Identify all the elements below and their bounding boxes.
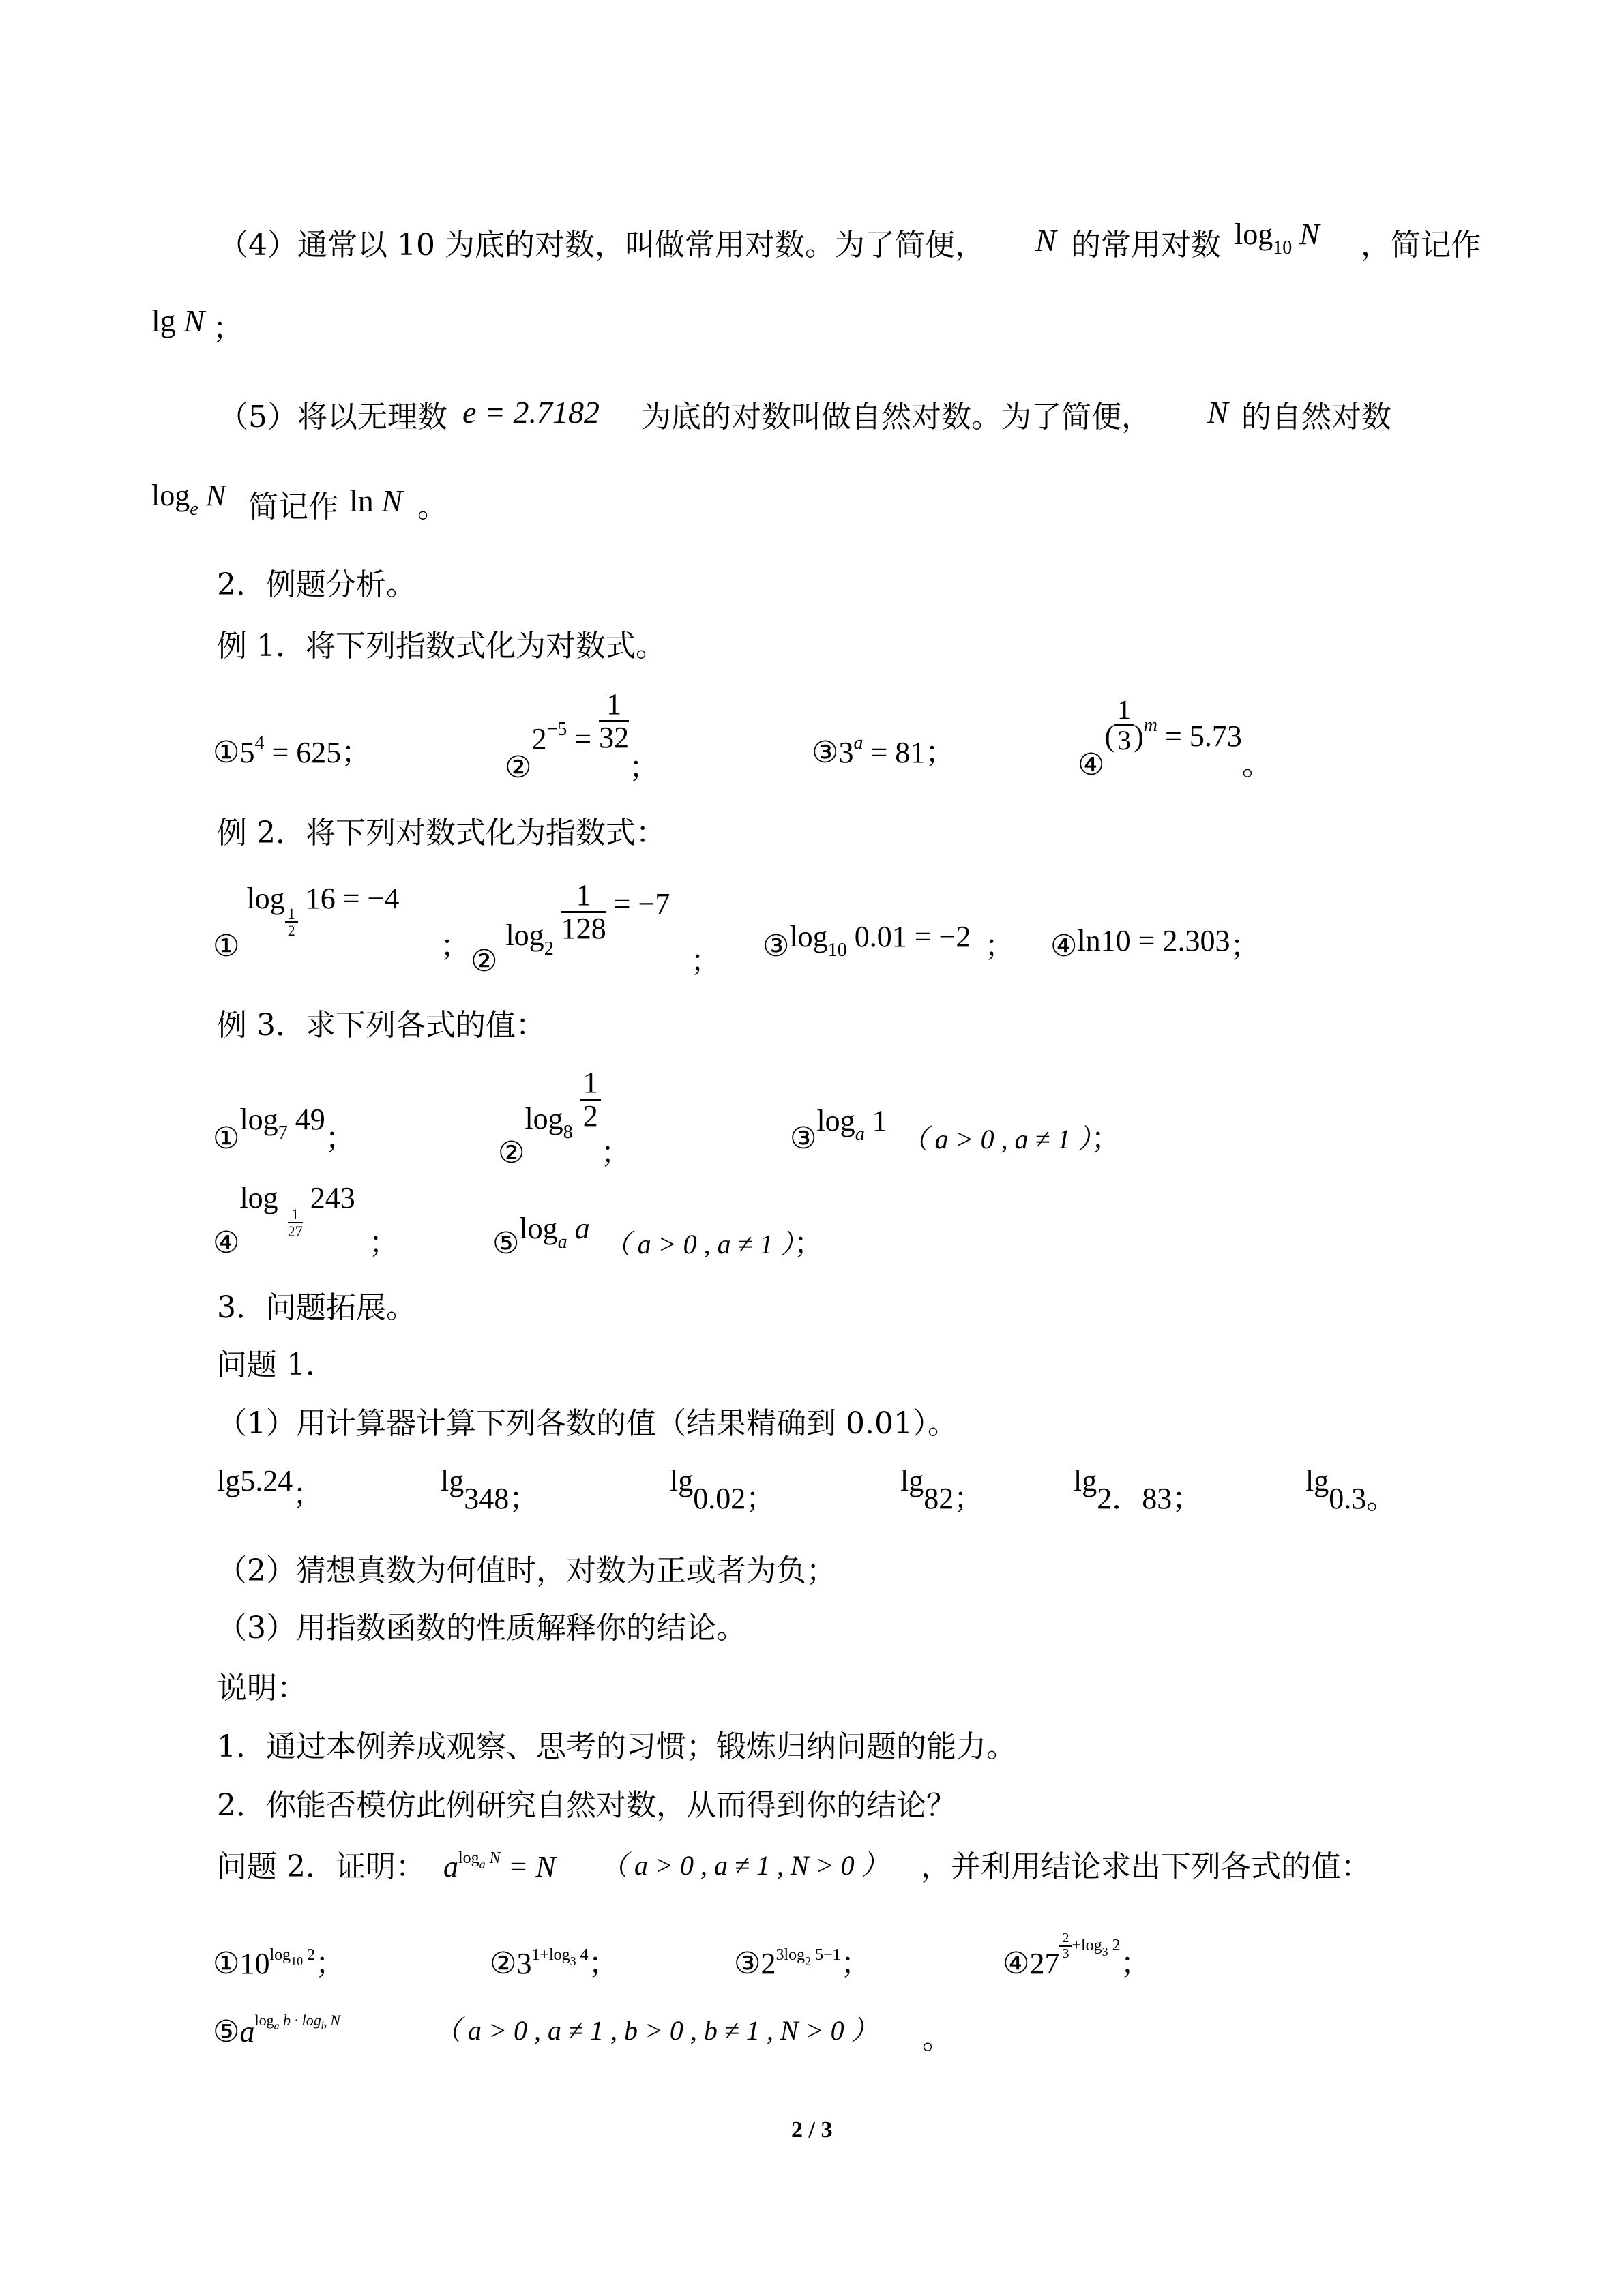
ex1-item-2: $②2_{-5}$ = $\frac{1}{32}$ ； xyxy=(505,687,660,784)
math-N: N xyxy=(1035,223,1057,258)
q2-item-5: $⑤a^{log_a b \cdot log_b N}$ xyxy=(213,2012,340,2048)
example-1-heading: 例 1．将下列指数式化为对数式。 xyxy=(217,629,666,664)
q2-item-4: ④27 $^{\frac{2}{3} +log_3 2}$； xyxy=(1003,1930,1151,1980)
ex1-item-1: $①5^4 = 625$； xyxy=(213,732,372,769)
math-N: N xyxy=(1207,395,1228,430)
lg-item-2: lg348； xyxy=(441,1464,540,1515)
question-2-text-cont: ，并利用结论求出下列各式的值： xyxy=(921,1849,1371,1884)
math-lgN: lg N xyxy=(151,303,205,338)
lg-item-4: lg82； xyxy=(900,1464,984,1515)
question-1-part-2: （2）猜想真数为何值时，对数为正或者为负； xyxy=(217,1553,836,1588)
text-natural-log-def: 为底的对数叫做自然对数。为了简便， xyxy=(641,400,1151,434)
math-identity: alog$_a$ N = N xyxy=(443,1849,556,1883)
lg-item-5: lg2．83； xyxy=(1074,1464,1202,1515)
text-line-5-natural-log: （5）将以无理数 xyxy=(218,400,447,434)
question-2-text: 问题 2．证明： xyxy=(217,1849,426,1884)
q2-item-3: $③2^{3log_2 5-1}$； xyxy=(734,1946,871,1980)
section-3-heading: 3．问题拓展。 xyxy=(217,1290,416,1325)
math-identity-condition: （ a > 0 , a ≠ 1 , N > 0 ） xyxy=(600,1850,889,1881)
question-1-heading: 问题 1． xyxy=(217,1347,336,1382)
ex1-item-3: $③3^a = 81$； xyxy=(812,732,956,769)
ex3-item-2: $②\log_8$ $\frac{1}{2}$ ； xyxy=(498,1066,631,1169)
ex2-item-3: $③\log_{10}$ 0.01 = −2 ； xyxy=(763,920,1015,963)
question-1-part-1: （1）用计算器计算下列各数的值（结果精确到 0.01）。 xyxy=(217,1406,958,1441)
note-item-2: 2．你能否模仿此例研究自然对数，从而得到你的结论？ xyxy=(217,1788,956,1823)
example-2-heading: 例 2．将下列对数式化为指数式： xyxy=(217,816,666,850)
example-3-heading: 例 3．求下列各式的值： xyxy=(217,1008,546,1043)
text-abbrev: ，简记作 xyxy=(1361,228,1481,263)
q2-item-2: $②3^{1+log_3 4}$； xyxy=(490,1946,619,1980)
ex2-item-2: $②\log_2$ $\frac{1}{128}$ = −7； xyxy=(471,878,721,978)
question-1-part-3: （3）用指数函数的性质解释你的结论。 xyxy=(217,1611,746,1645)
ex3-item-4: ④log $\frac{1}{27}$ 243； xyxy=(213,1181,399,1259)
ex1-item-4: ④( $\frac{1}{3}$ )m = 5.73。 xyxy=(1078,694,1272,781)
text-common-log-of: 的常用对数 xyxy=(1071,228,1221,263)
text-natural-log-of: 的自然对数 xyxy=(1241,400,1391,434)
page-number: 2 / 3 xyxy=(791,2117,833,2143)
section-2-heading: 2．例题分析。 xyxy=(217,567,416,602)
note-heading: 说明： xyxy=(217,1671,307,1705)
ex3-item-1: $①\log_7$ 49； xyxy=(213,1103,355,1155)
lg-item-6: lg0.3。 xyxy=(1305,1464,1397,1515)
text-semicolon: ； xyxy=(213,311,243,346)
text-period: 。 xyxy=(417,490,447,524)
text-abbrev-ln: 简记作 xyxy=(248,490,338,524)
math-logeN: $\log_e N$ xyxy=(151,479,226,520)
ex3-item-3: $③\log_a$ 1（ a > 0 , a ≠ 1 ）； xyxy=(790,1104,1121,1155)
math-e-value: e = 2.7182 xyxy=(462,395,600,430)
math-log10N: $\log_{10} N$ xyxy=(1235,218,1320,258)
lg-item-3: lg0.02； xyxy=(670,1464,776,1515)
lg-item-1: lg5.24； xyxy=(217,1464,323,1511)
math-lnN: ln N xyxy=(349,483,402,518)
note-item-1: 1．通过本例养成观察、思考的习惯；锻炼归纳问题的能力。 xyxy=(217,1729,1016,1764)
ex2-item-4: ④ln10 = 2.303； xyxy=(1050,924,1260,963)
q2-item-1: $①10^{log_{10} 2}$； xyxy=(213,1946,346,1980)
ex2-item-1: ①log $\frac{1}{2}$ 16 = −4； xyxy=(213,882,471,963)
text-line-4-common-log: （4）通常以 10 为底的对数，叫做常用对数。为了简便， xyxy=(218,228,985,263)
ex3-item-5: $⑤\log_a$ a （ a > 0 , a ≠ 1 ）； xyxy=(492,1212,824,1260)
text-period: 。 xyxy=(922,2021,952,2056)
q2-item-5-condition: （ a > 0 , a ≠ 1 , b > 0 , b ≠ 1 , N > 0 ） xyxy=(434,2015,879,2046)
